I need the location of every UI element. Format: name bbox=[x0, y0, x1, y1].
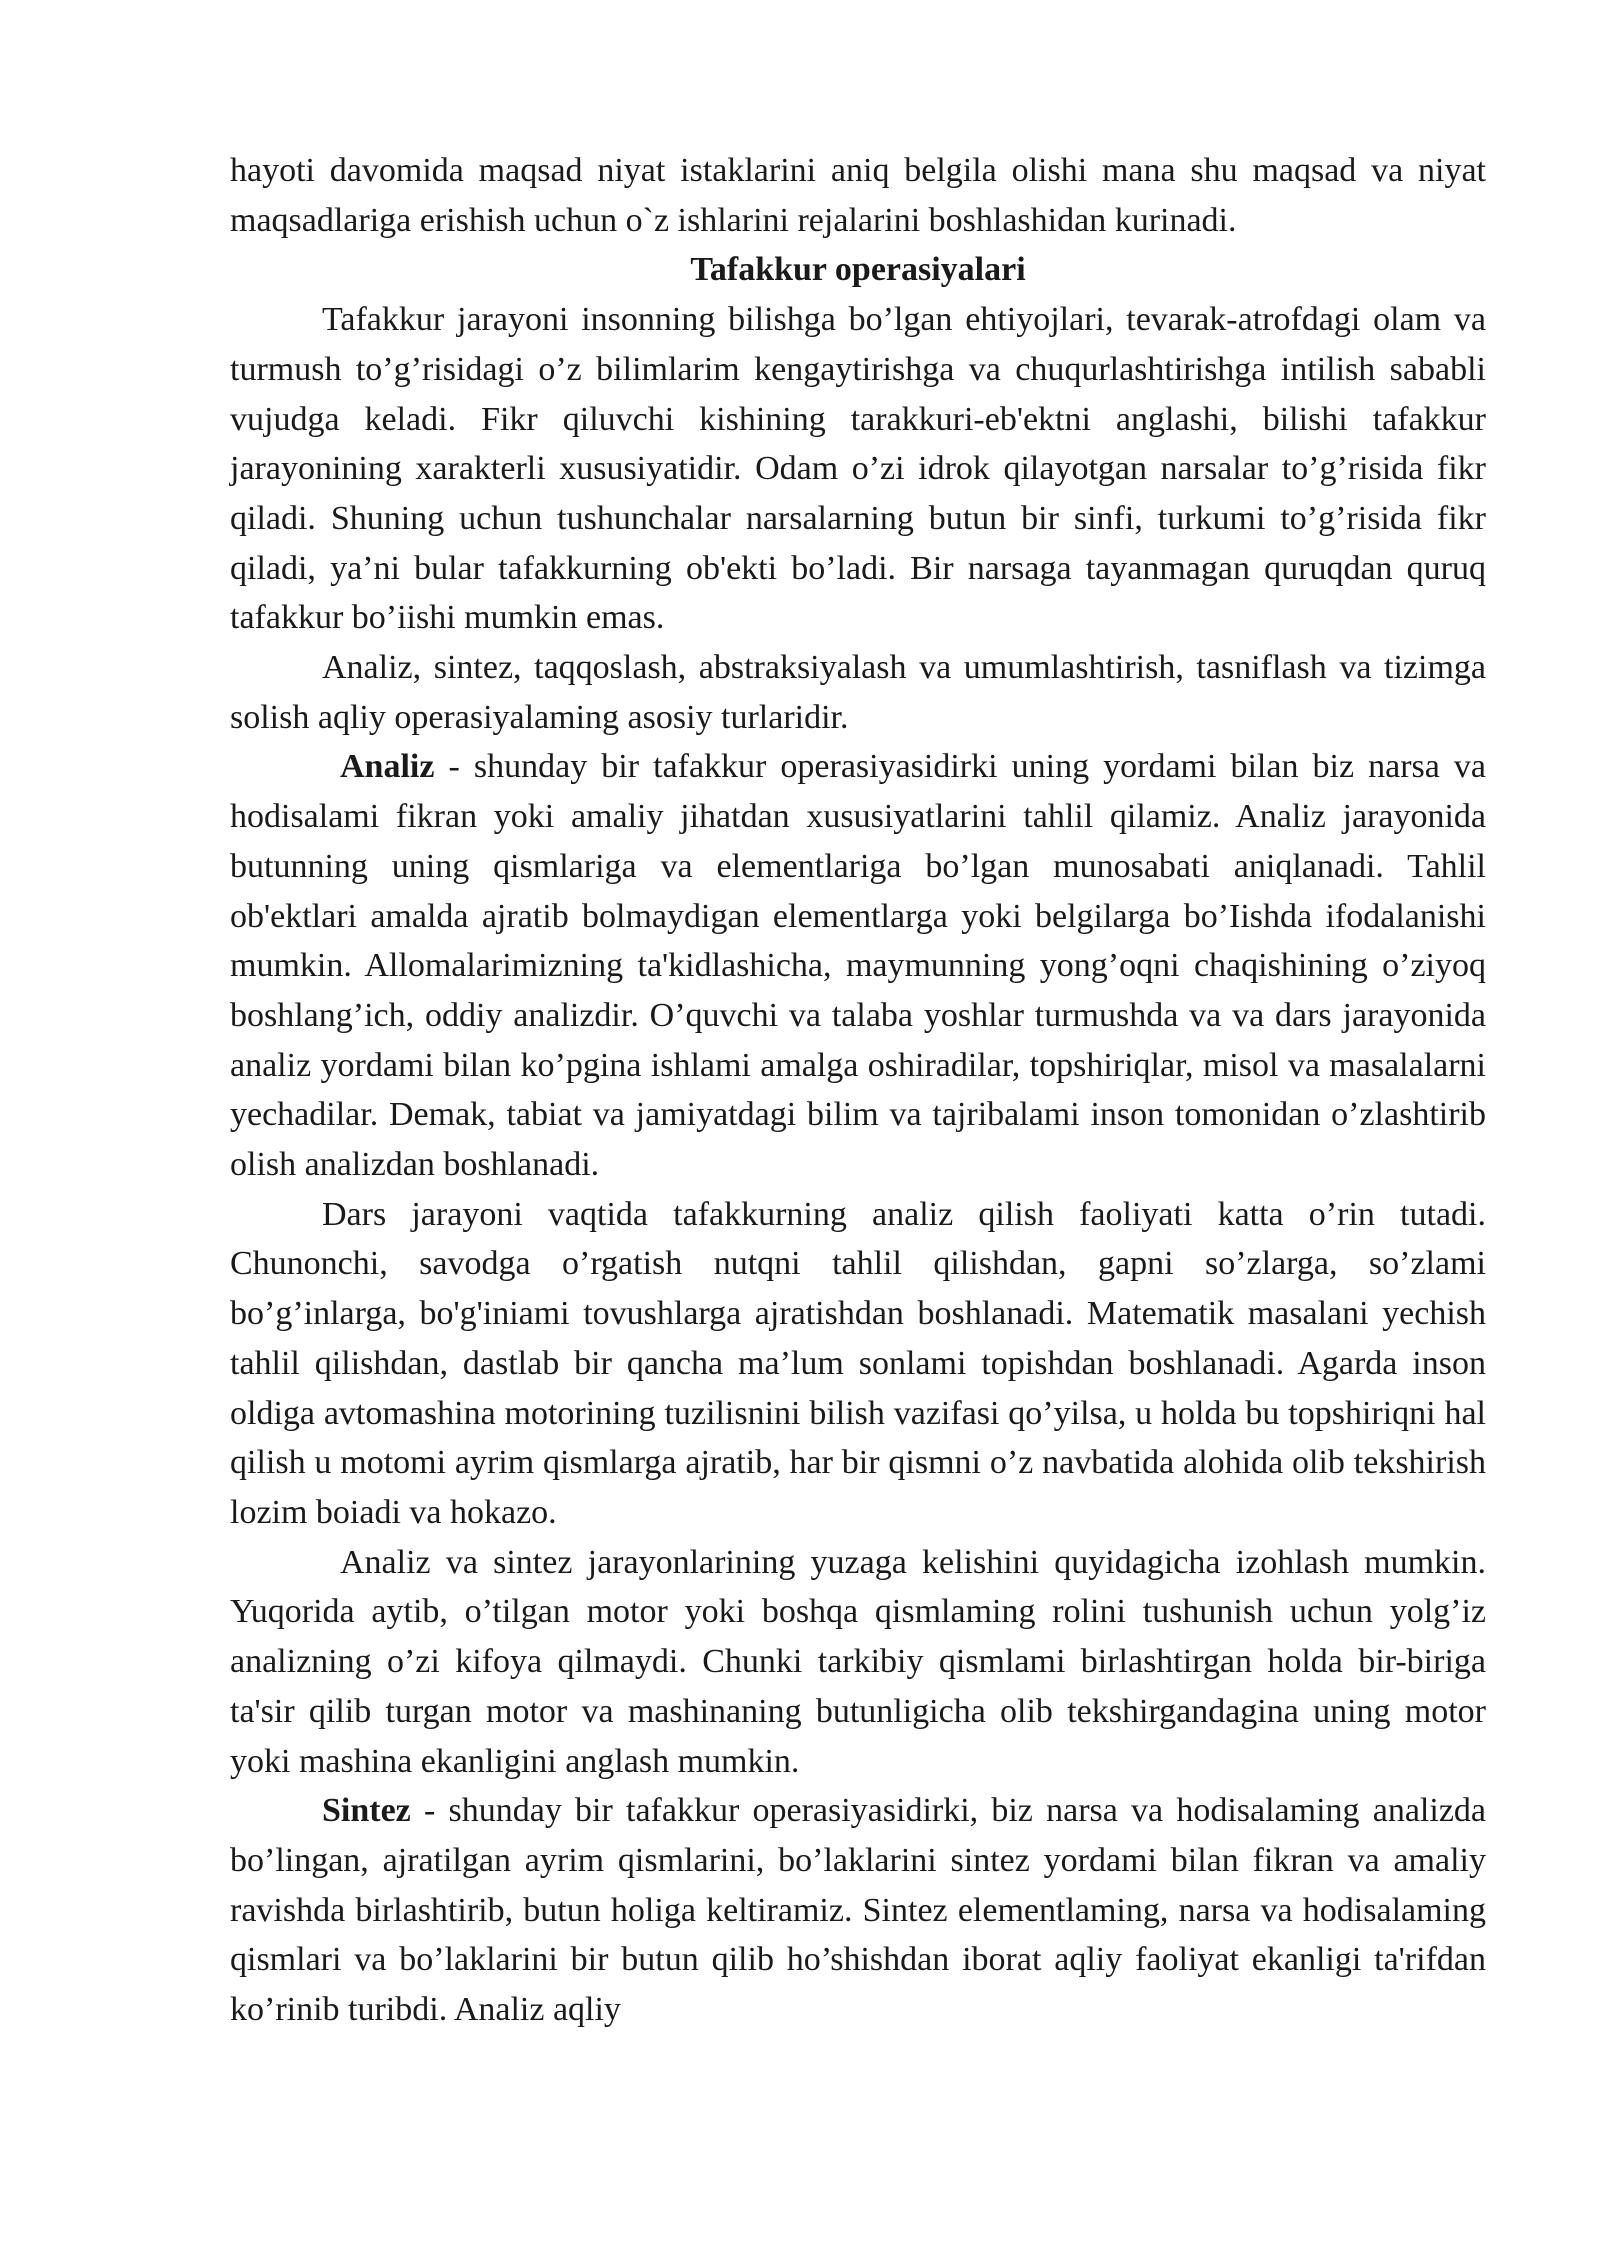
term-analiz: Analiz bbox=[340, 748, 435, 786]
paragraph-2: Analiz, sintez, taqqoslash, abstraksiyalash va umumlashtirish, tasniflash va tizimga solish aqliy operasiyalaming asosiy turlaridir. bbox=[230, 649, 1486, 736]
paragraph-sintez bbox=[230, 1786, 1486, 2035]
paragraph-1: Tafakkur jarayoni insonning bilishga bo’lgan ehtiyojlari, tevarak-atrofdagi olam va turmush to’g’risidagi o’z bilimlarim kengaytirishga va chuqurlashtirishga intilish sababli vujudga keladi. Fikr qiluvchi kishining tarakkuri-eb'ektni anglashi, bilishi tafakkur jarayonining xarakterli xususiyatidir. Odam o’zi idrok qilayotgan narsalar to’g’risida fikr qiladi. Shuning uchun tushunchalar narsalarning butun bir sinfi, turkumi to’g’risida fikr qiladi, ya’ni bular tafakkurning ob'ekti bo’ladi. Bir narsaga tayanmagan quruqdan quruq tafakkur bo’iishi mumkin emas. bbox=[230, 301, 1486, 637]
paragraph-sintez-text: - shunday bir tafakkur operasiyasidirki, biz narsa va hodisalaming analizda bo’lingan, ajratilgan ayrim qismlarini, bo’laklarini sintez yordami bilan fikran va amaliy ravishda birlashtirib, butun holiga keltiramiz. Sintez elementlaming, narsa va hodisalaming qismlari va bo’laklarini bir butun qilib ho’shishdan iborat aqliy faoliyat ekanligi ta'rifdan ko’rinib turibdi. Analiz aqliy bbox=[230, 1792, 1486, 2029]
document-page bbox=[230, 146, 1486, 2035]
paragraph-5: Analiz va sintez jarayonlarining yuzaga kelishini quyidagicha izohlash mumkin. Yuqorida aytib, o’tilgan motor yoki boshqa qismlaming rolini tushunish uchun yolg’iz analizning o’zi kifoya qilmaydi. Chunki tarkibiy qismlami birlashtirgan holda bir-biriga ta'sir qilib turgan motor va mashinaning butunligicha olib tekshirgandagina uning motor yoki mashina ekanligini anglash mumkin. bbox=[230, 1543, 1486, 1780]
paragraph-analiz bbox=[230, 742, 1486, 1189]
term-sintez: Sintez bbox=[322, 1792, 411, 1830]
paragraph-analiz-text: - shunday bir tafakkur operasiyasidirki uning yordami bilan biz narsa va hodisalami fikran yoki amaliy jihatdan xususiyatlarini tahlil qilamiz. Analiz jarayonida butunning uning qismlariga va elementlariga bo’lgan munosabati aniqlanadi. Tahlil ob'ektlari amalda ajratib bolmaydigan elementlarga yoki belgilarga bo’Iishda ifodalanishi mumkin. Allomalarimizning ta'kidlashicha, maymunning yong’oqni chaqishining o’ziyoq boshlang’ich, oddiy analizdir. O’quvchi va talaba yoshlar turmushda va va dars jarayonida analiz yordami bilan ko’pgina ishlami amalga oshiradilar, topshiriqlar, misol va masalalarni yechadilar. Demak, tabiat va jamiyatdagi bilim va tajribalami inson tomonidan o’zlashtirib olish analizdan boshlanadi. bbox=[230, 748, 1486, 1184]
paragraph-intro: hayoti davomida maqsad niyat istaklarini aniq belgila olishi mana shu maqsad va niyat maqsadlariga erishish uchun o`z ishlarini rejalarini boshlashidan kurinadi. bbox=[230, 152, 1486, 239]
section-heading: Tafakkur operasiyalari bbox=[690, 251, 1026, 289]
paragraph-4: Dars jarayoni vaqtida tafakkurning analiz qilish faoliyati katta o’rin tutadi. Chunonchi, savodga o’rgatish nutqni tahlil qilishdan, gapni so’zlarga, so’zlami bo’g’inlarga, bo'g'iniami tovushlarga ajratishdan boshlanadi. Matematik masalani yechish tahlil qilishdan, dastlab bir qancha ma’lum sonlami topishdan boshlanadi. Agarda inson oldiga avtomashina motorining tuzilisnini bilish vazifasi qo’yilsa, u holda bu topshiriqni hal qilish u motomi ayrim qismlarga ajratib, har bir qismni o’z navbatida alohida olib tekshirish lozim boiadi va hokazo. bbox=[230, 1195, 1486, 1531]
